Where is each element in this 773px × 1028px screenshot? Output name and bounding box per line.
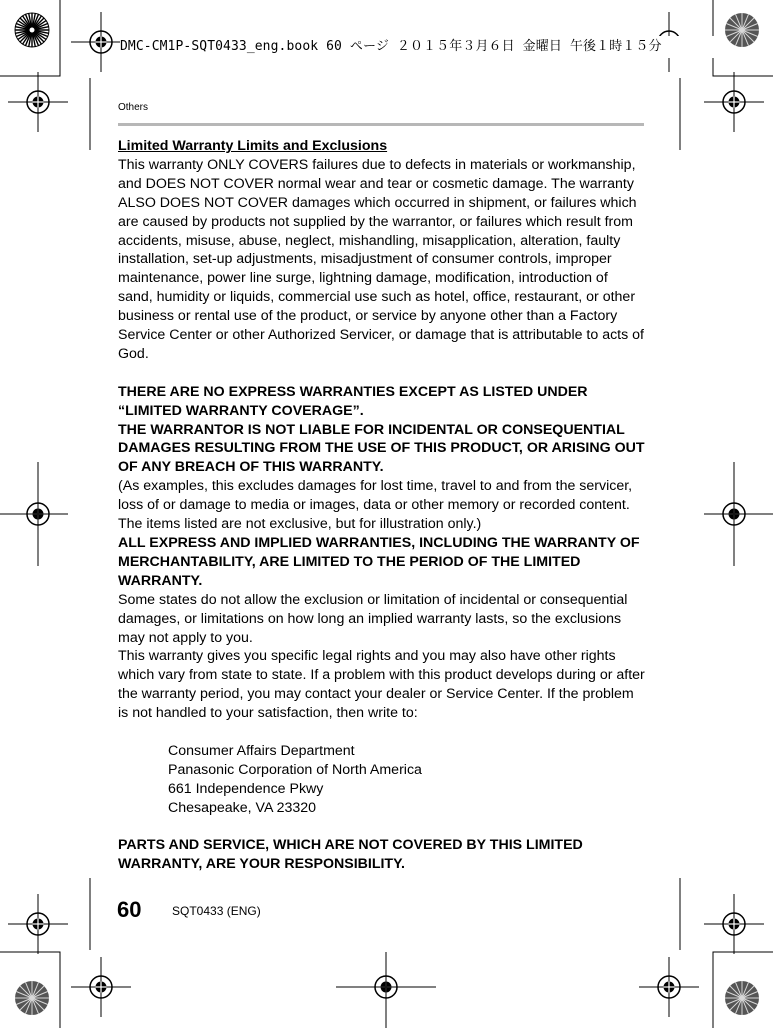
- print-header: DMC-CM1P-SQT0433_eng.book 60 ページ ２０１５年３月６日 金曜日 午後１時１５分: [120, 36, 720, 58]
- legal-rights-paragraph: This warranty gives you specific legal rights and you may also have other rights which vary from state to state. If a problem with this product develops during or after the warranty period, you may contact your dealer or Service Center. If the problem is not handled to your satisfaction, then write to:: [118, 648, 645, 722]
- corner-star-top-left: [15, 13, 49, 47]
- registration-mark-left-upper: [8, 72, 68, 132]
- implied-warranties-paragraph: ALL EXPRESS AND IMPLIED WARRANTIES, INCLUDING THE WARRANTY OF MERCHANTABILITY, ARE LIMITED TO THE PERIOD OF THE LIMITED WARRANTY.: [118, 535, 640, 589]
- address-line: 661 Independence Pkwy: [168, 780, 324, 797]
- examples-paragraph: (As examples, this excludes damages for lost time, travel to and from the servicer, loss of or damage to media or images, data or other memory or recorded content. The items listed are not exclusive, but for illustration only.): [118, 478, 633, 533]
- mailing-address: [118, 742, 646, 818]
- section-label: Others: [118, 102, 149, 113]
- registration-mark-bottom-right: [639, 957, 699, 1017]
- registration-mark-right-lower: [704, 894, 764, 954]
- address-line: Consumer Affairs Department: [168, 742, 355, 759]
- corner-star-bottom-right: [725, 981, 759, 1015]
- registration-mark-left-lower: [8, 894, 68, 954]
- exclusions-paragraph: This warranty ONLY COVERS failures due to defects in materials or workmanship, and DOES NOT COVER normal wear and tear or cosmetic damage. The warranty ALSO DOES NOT COVER damages which occurred in shipment, or failures which are caused by products not supplied by the warrantor, or failures which result from accidents, misuse, abuse, neglect, mishandling, misapplication, alteration, faulty installation, set-up adjustments, misadjustment of consumer controls, improper maintenance, power line surge, lightning damage, modification, introduction of sand, humidity or liquids, commercial use such as hotel, office, restaurant, or other business or rental use of the product, or service by anyone other than a Factory Service Center or other Authorized Servicer, or damage that is attributable to acts of God.: [118, 156, 644, 362]
- page-number: 60: [117, 897, 142, 922]
- document-code: SQT0433 (ENG): [172, 904, 261, 918]
- parts-and-service-paragraph: PARTS AND SERVICE, WHICH ARE NOT COVERED BY THIS LIMITED WARRANTY, ARE YOUR RESPONSIBILITY.: [118, 837, 583, 873]
- warranty-text: [118, 137, 646, 874]
- corner-star-bottom-left: [15, 981, 49, 1015]
- address-line: Panasonic Corporation of North America: [168, 761, 422, 778]
- address-line: Chesapeake, VA 23320: [168, 799, 317, 816]
- section-heading: Limited Warranty Limits and Exclusions: [118, 138, 388, 154]
- registration-mark-bottom-left: [71, 957, 131, 1017]
- corner-star-top-right: [725, 13, 759, 47]
- state-variation-paragraph: Some states do not allow the exclusion or limitation of incidental or consequential damages, or limitations on how long an implied warranty lasts, so the exclusions may not apply to you.: [118, 591, 628, 646]
- no-express-warranties-paragraph: THERE ARE NO EXPRESS WARRANTIES EXCEPT AS LISTED UNDER “LIMITED WARRANTY COVERAGE”.: [118, 383, 588, 419]
- liability-paragraph: THE WARRANTOR IS NOT LIABLE FOR INCIDENTAL OR CONSEQUENTIAL DAMAGES RESULTING FROM THE USE OF THIS PRODUCT, OR ARISING OUT OF ANY BREACH OF THIS WARRANTY.: [118, 421, 645, 476]
- registration-mark-right-upper: [704, 72, 764, 132]
- section-rule: [118, 123, 644, 126]
